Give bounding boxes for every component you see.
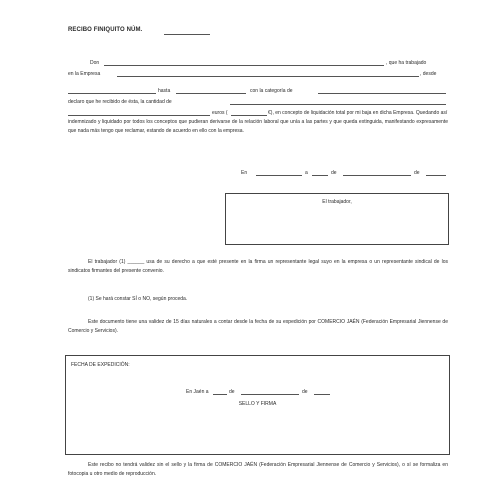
date-de2: de	[414, 170, 420, 176]
company-blank	[117, 76, 419, 77]
month-blank	[343, 175, 411, 176]
issue-month-blank	[241, 394, 299, 395]
line5-rest: €), en concepto de liquidación total por mi baja en dicha Empresa. Quedando así	[268, 110, 448, 116]
stamp-signature-label: SELLO Y FIRMA	[238, 401, 277, 407]
category-blank	[318, 93, 446, 94]
settlement-paragraph: indemnizado y liquidado por todos los conceptos que pudieran derivarse de la relación laboral que unía a las partes y que queda extinguida, manifestando expresamente que nada más tengo que reclamar, estando de acuerdo en ello con la empresa.	[68, 119, 448, 134]
amount-words-blank	[230, 104, 446, 105]
amount-number-blank	[231, 115, 267, 116]
stamp-validity-paragraph: Este recibo no tendrá validez sin el sello y la firma de COMERCIO JAÉN (Federación Empresarial Jiennense de Comercio y Servicios), o sí se formaliza en fotocopia u otro medio de reproducción.	[68, 462, 448, 477]
issue-de1: de	[229, 389, 235, 395]
place-blank	[256, 175, 302, 176]
line4-text: declaro que he recibido de ésta, la cantidad de	[68, 99, 172, 105]
line5-euros: euros (	[212, 110, 228, 116]
worker-signature-label: El trabajador,	[322, 199, 352, 205]
end-date-blank	[176, 93, 246, 94]
line1-suffix: , que ha trabajado	[386, 60, 427, 66]
issue-en-jaen: En Jaén a	[186, 389, 209, 395]
line3-suffix: con la categoría de	[250, 88, 293, 94]
validity-paragraph: Este documento tiene una validez de 15 días naturales a contar desde la fecha de su expedición por COMERCIO JAÉN (Federación Empresarial Jiennense de Comercio y Servicios).	[68, 319, 448, 334]
issue-date-label: FECHA DE EXPEDICIÓN:	[71, 362, 130, 368]
document-title: RECIBO FINIQUITO NÚM.	[68, 27, 143, 33]
start-date-blank	[68, 93, 156, 94]
representative-paragraph: El trabajador (1) ______ usa de su derecho a que esté presente en la firma un representante legal suyo en la empresa o un representante sindical de los sindicatos firmantes del presente convenio.	[68, 259, 448, 274]
date-a: a	[305, 170, 308, 176]
name-blank	[104, 65, 384, 66]
issue-de2: de	[302, 389, 308, 395]
line1-prefix: Don	[90, 60, 100, 66]
worker-signature-box	[225, 193, 449, 245]
day-blank	[312, 175, 328, 176]
date-de1: de	[331, 170, 337, 176]
date-en: En	[241, 170, 248, 176]
amount-words-blank-2	[68, 115, 210, 116]
line3-middle: hasta	[158, 88, 171, 94]
line2-prefix: en la Empresa	[68, 71, 101, 77]
footnote: (1) Se hará constar SÍ o NO, según proceda.	[88, 296, 188, 302]
line2-suffix: , desde	[420, 71, 437, 77]
issue-day-blank	[213, 394, 227, 395]
issue-year-blank	[314, 394, 330, 395]
year-blank	[426, 175, 446, 176]
issuance-stamp-box	[65, 355, 450, 455]
receipt-number-blank	[164, 34, 210, 35]
